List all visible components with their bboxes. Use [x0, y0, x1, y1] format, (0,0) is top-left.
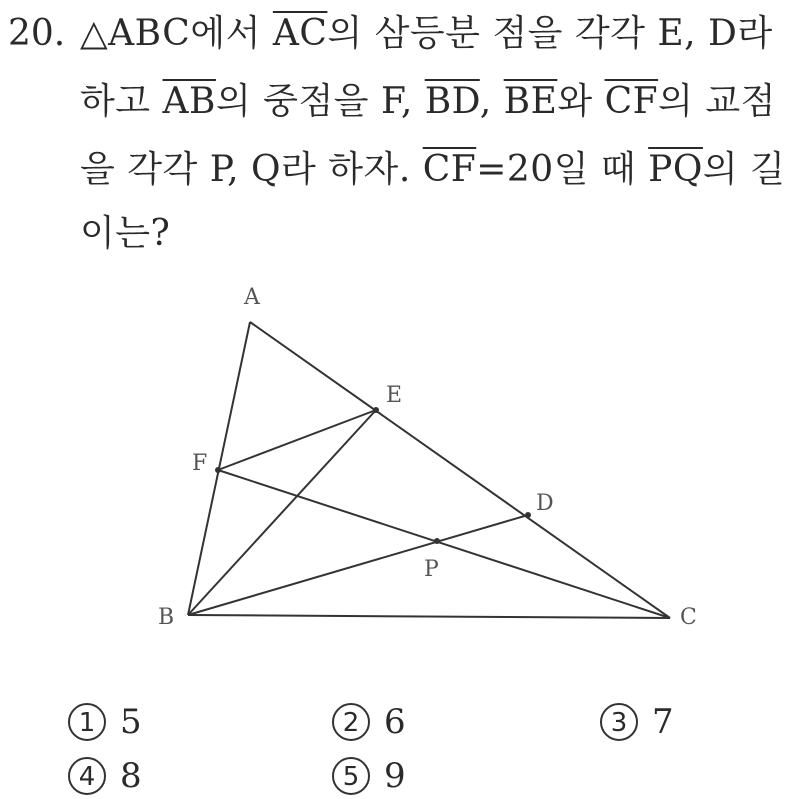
label-b: B — [158, 605, 175, 630]
choice-value-4: 8 — [120, 756, 142, 796]
point-p — [434, 538, 440, 544]
question-text: =20일 때 — [476, 149, 649, 190]
segment-notation: $\overline{CF}$ — [604, 81, 659, 122]
question-text: 을 각각 P, Q라 하자. — [80, 149, 423, 190]
segment-notation: $\overline{BD}$ — [424, 81, 480, 122]
label-c: C — [680, 605, 697, 630]
question-text: 의 교점 — [658, 81, 776, 122]
choice-number-3: 3 — [600, 703, 638, 741]
question-text: △ABC에서 — [80, 13, 273, 54]
choice-4[interactable] — [68, 754, 142, 796]
choice-1[interactable] — [68, 700, 142, 742]
choice-3[interactable] — [600, 700, 674, 742]
choice-number-5: 5 — [332, 757, 370, 795]
segment-fe — [218, 410, 376, 470]
segment-notation: $\overline{AC}$ — [272, 13, 328, 54]
point-e — [373, 407, 379, 413]
choice-value-2: 6 — [384, 702, 406, 742]
label-e: E — [386, 383, 403, 408]
choice-value-3: 7 — [652, 702, 674, 742]
segment-bd — [188, 515, 528, 615]
segment-ac — [250, 322, 670, 618]
label-a: A — [244, 285, 260, 310]
question-text: 의 삼등분 점을 각각 E, D라 — [327, 13, 773, 54]
choice-value-5: 9 — [384, 756, 406, 796]
question-text: 의 중점을 F, — [215, 81, 425, 122]
segment-notation: $\overline{CF}$ — [422, 149, 477, 190]
question-text: 와 — [557, 81, 605, 122]
segment-cf — [218, 470, 670, 618]
segment-bc — [188, 615, 670, 618]
question-text: 이는? — [80, 213, 171, 254]
choice-number-4: 4 — [68, 757, 106, 795]
choice-number-1: 1 — [68, 703, 106, 741]
label-d: D — [536, 491, 554, 516]
segment-notation: $\overline{BE}$ — [503, 81, 558, 122]
segment-notation: $\overline{PQ}$ — [648, 149, 703, 190]
point-f — [215, 467, 221, 473]
question-text: 의 길 — [702, 149, 785, 190]
segment-notation: $\overline{AB}$ — [162, 81, 216, 122]
choice-value-1: 5 — [120, 702, 142, 742]
question-text: 하고 — [80, 81, 163, 122]
label-f: F — [192, 451, 208, 476]
question-number: 20. — [8, 13, 66, 54]
choice-2[interactable] — [332, 700, 406, 742]
label-p: P — [424, 557, 439, 582]
choice-5[interactable] — [332, 754, 406, 796]
choice-number-2: 2 — [332, 703, 370, 741]
point-d — [525, 512, 531, 518]
question-text: , — [479, 81, 504, 122]
